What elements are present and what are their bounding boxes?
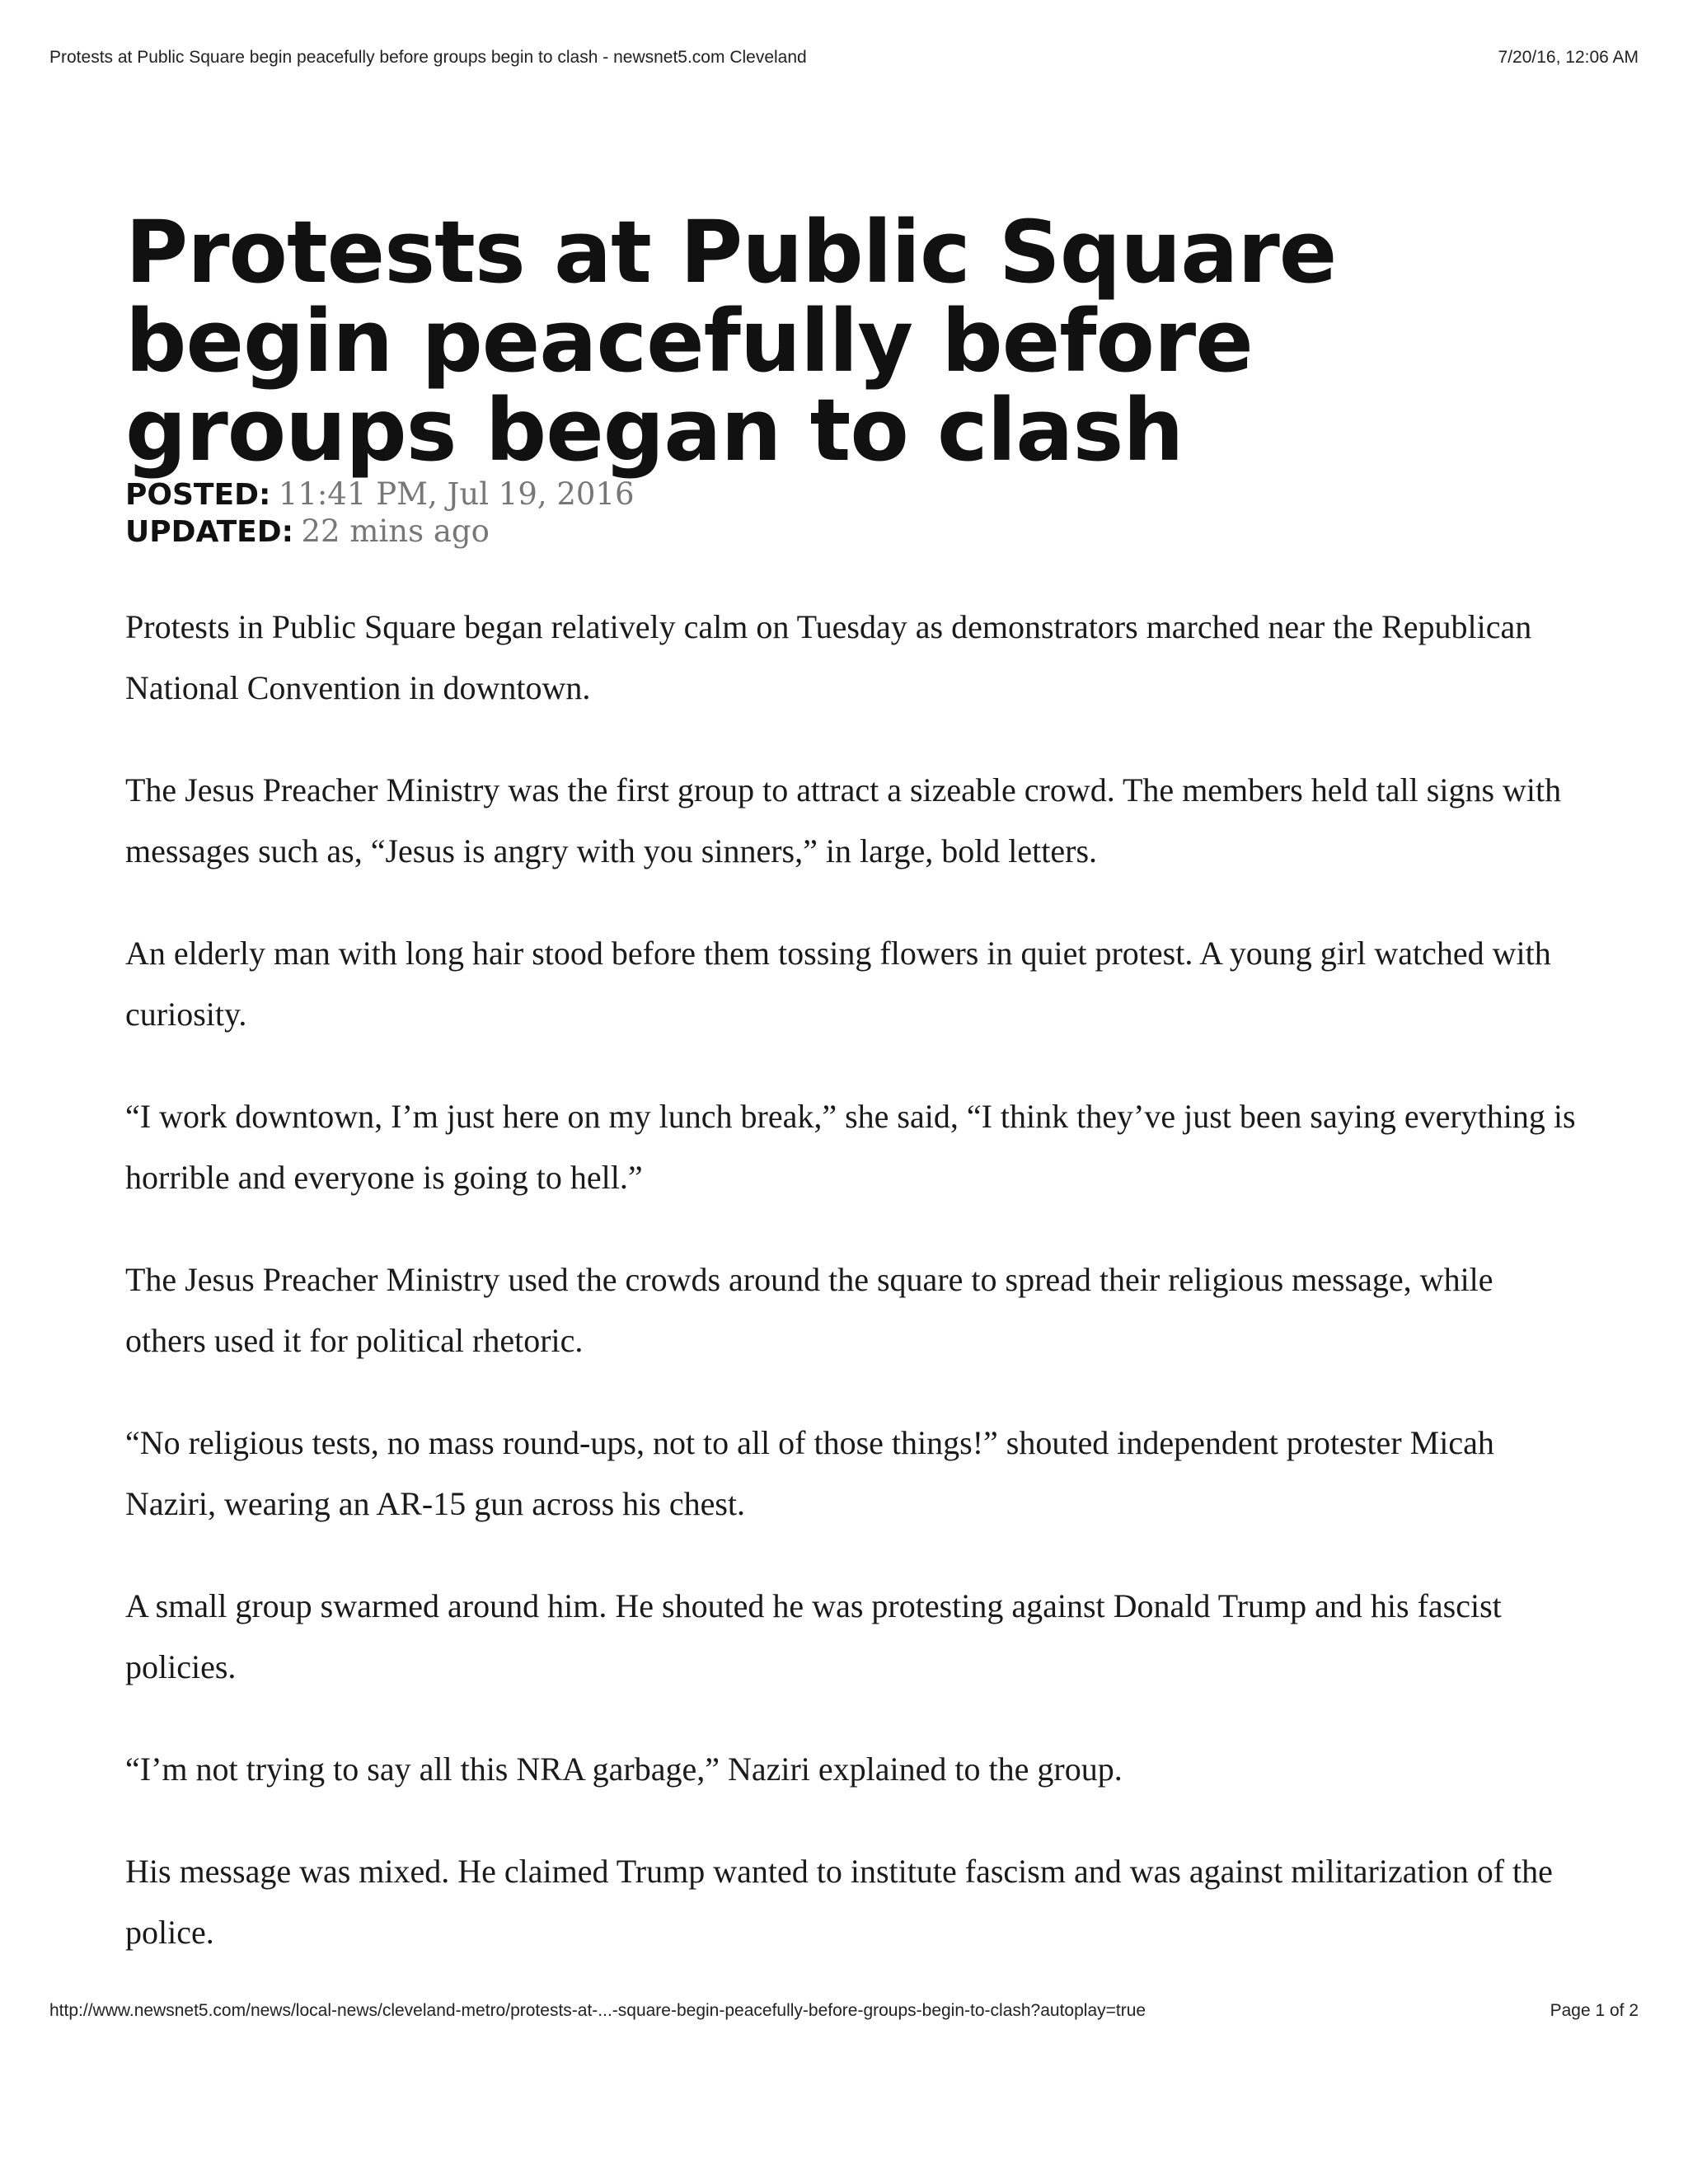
print-header-datetime: 7/20/16, 12:06 AM <box>1498 48 1639 67</box>
posted-row <box>125 476 1576 513</box>
posted-label: POSTED: <box>125 478 271 512</box>
article-body <box>125 597 1576 1963</box>
print-header-title: Protests at Public Square begin peacefully before groups begin to clash - newsnet5.com Cleveland <box>49 48 807 67</box>
updated-value: 22 mins ago <box>301 513 490 549</box>
article-paragraph: An elderly man with long hair stood before them tossing flowers in quiet protest. A young girl watched with curiosity. <box>125 935 1551 1033</box>
print-footer <box>49 2001 1639 2021</box>
print-footer-url: http://www.newsnet5.com/news/local-news/cleveland-metro/protests-at-...-square-begin-peacefully-before-groups-begin-to-clash?autoplay=true <box>49 2001 1146 2020</box>
article-paragraph: The Jesus Preacher Ministry used the crowds around the square to spread their religious message, while others used it for political rhetoric. <box>125 1261 1493 1359</box>
article <box>125 202 1576 2004</box>
print-footer-page: Page 1 of 2 <box>1550 2001 1639 2020</box>
article-headline: Protests at Public Square begin peacefully before groups began to clash <box>125 202 1337 480</box>
article-paragraph: The Jesus Preacher Ministry was the first group to attract a sizeable crowd. The members held tall signs with messages such as, “Jesus is angry with you sinners,” in large, bold letters. <box>125 771 1562 869</box>
print-header <box>49 48 1639 68</box>
article-paragraph: “I work downtown, I’m just here on my lunch break,” she said, “I think they’ve just been saying everything is horrible and everyone is going to hell.” <box>125 1098 1576 1196</box>
article-paragraph: Protests in Public Square began relatively calm on Tuesday as demonstrators marched near the Republican National Convention in downtown. <box>125 608 1532 706</box>
updated-row <box>125 513 1576 551</box>
article-paragraph: “No religious tests, no mass round-ups, not to all of those things!” shouted independent protester Micah Naziri, wearing an AR-15 gun across his chest. <box>125 1424 1494 1522</box>
article-paragraph: “I’m not trying to say all this NRA garbage,” Naziri explained to the group. <box>125 1750 1123 1788</box>
updated-label: UPDATED: <box>125 515 293 549</box>
article-paragraph: His message was mixed. He claimed Trump wanted to institute fascism and was against militarization of the police. <box>125 1853 1553 1951</box>
article-paragraph: A small group swarmed around him. He shouted he was protesting against Donald Trump and his fascist policies. <box>125 1587 1502 1685</box>
article-meta <box>125 476 1576 551</box>
posted-value: 11:41 PM, Jul 19, 2016 <box>278 476 635 512</box>
